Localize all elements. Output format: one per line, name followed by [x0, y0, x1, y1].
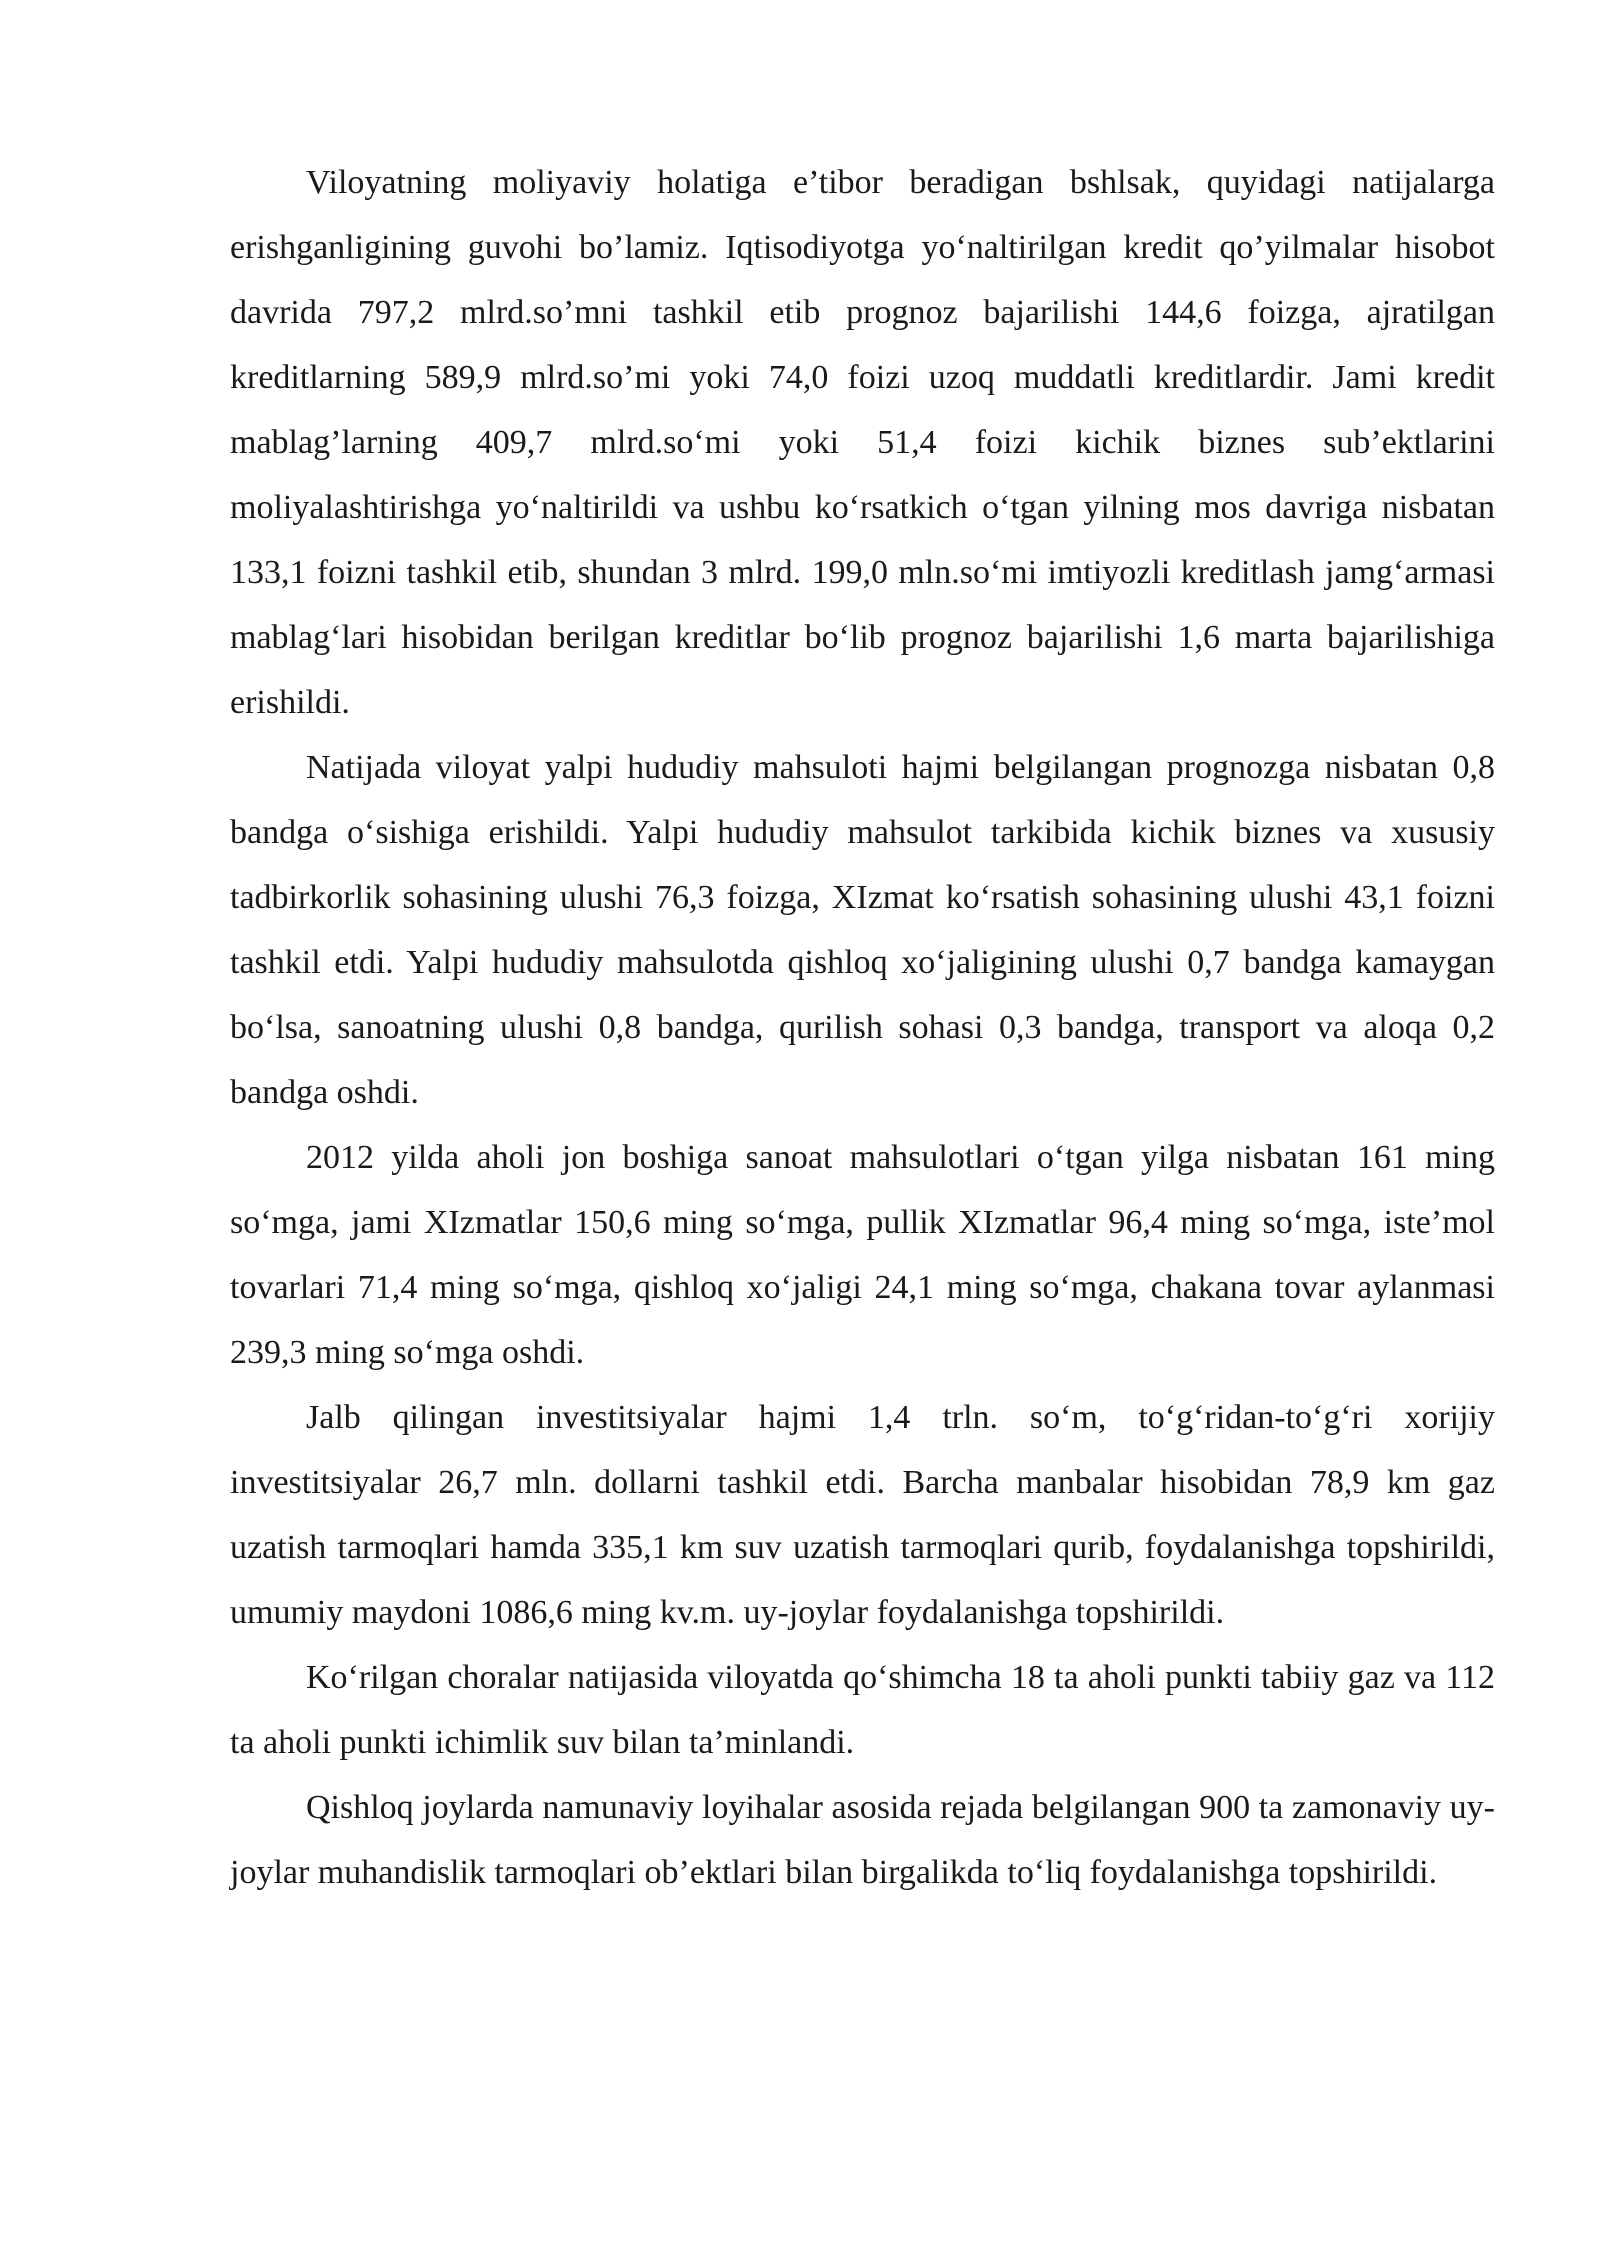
- document-page: [230, 150, 1495, 1905]
- paragraph-investments: Jalb qilingan investitsiyalar hajmi 1,4 trln. so‘m, to‘g‘ridan-to‘g‘ri xorijiy investitsiyalar 26,7 mln. dollarni tashkil etdi. Barcha manbalar hisobidan 78,9 km gaz uzatish tarmoqlari hamda 335,1 km suv uzatish tarmoqlari qurib, foydalanishga topshirildi, umumiy maydoni 1086,6 ming kv.m. uy-joylar foydalanishga topshirildi.: [230, 1399, 1495, 1631]
- paragraph-financial-state: Viloyatning moliyaviy holatiga e’tibor beradigan bshlsak, quyidagi natijalarga erishganligining guvohi bo’lamiz. Iqtisodiyotga yo‘naltirilgan kredit qo’yilmalar hisobot davrida 797,2 mlrd.so’mni tashkil etib prognoz bajarilishi 144,6 foizga, ajratilgan kreditlarning 589,9 mlrd.so’mi yoki 74,0 foizi uzoq muddatli kreditlardir. Jami kredit mablag’larning 409,7 mlrd.so‘mi yoki 51,4 foizi kichik biznes sub’ektlarini moliyalashtirishga yo‘naltirildi va ushbu ko‘rsatkich o‘tgan yilning mos davriga nisbatan 133,1 foizni tashkil etib, shundan 3 mlrd. 199,0 mln.so‘mi imtiyozli kreditlash jamg‘armasi mablag‘lari hisobidan berilgan kreditlar bo‘lib prognoz bajarilishi 1,6 marta bajarilishiga erishildi.: [230, 164, 1495, 721]
- paragraph-housing: Qishloq joylarda namunaviy loyihalar asosida rejada belgilangan 900 ta zamonaviy uy-joylar muhandislik tarmoqlari ob’ektlari bilan birgalikda to‘liq foydalanishga topshirildi.: [230, 1789, 1495, 1891]
- paragraph-gas-water: Ko‘rilgan choralar natijasida viloyatda qo‘shimcha 18 ta aholi punkti tabiiy gaz va 112 ta aholi punkti ichimlik suv bilan ta’minlandi.: [230, 1659, 1495, 1761]
- paragraph-per-capita: 2012 yilda aholi jon boshiga sanoat mahsulotlari o‘tgan yilga nisbatan 161 ming so‘mga, jami XIzmatlar 150,6 ming so‘mga, pullik XIzmatlar 96,4 ming so‘mga, iste’mol tovarlari 71,4 ming so‘mga, qishloq xo‘jaligi 24,1 ming so‘mga, chakana tovar aylanmasi 239,3 ming so‘mga oshdi.: [230, 1139, 1495, 1371]
- paragraph-gdp-growth: Natijada viloyat yalpi hududiy mahsuloti hajmi belgilangan prognozga nisbatan 0,8 bandga o‘sishiga erishildi. Yalpi hududiy mahsulot tarkibida kichik biznes va xususiy tadbirkorlik sohasining ulushi 76,3 foizga, XIzmat ko‘rsatish sohasining ulushi 43,1 foizni tashkil etdi. Yalpi hududiy mahsulotda qishloq xo‘jaligining ulushi 0,7 bandga kamaygan bo‘lsa, sanoatning ulushi 0,8 bandga, qurilish sohasi 0,3 bandga, transport va aloqa 0,2 bandga oshdi.: [230, 749, 1495, 1111]
